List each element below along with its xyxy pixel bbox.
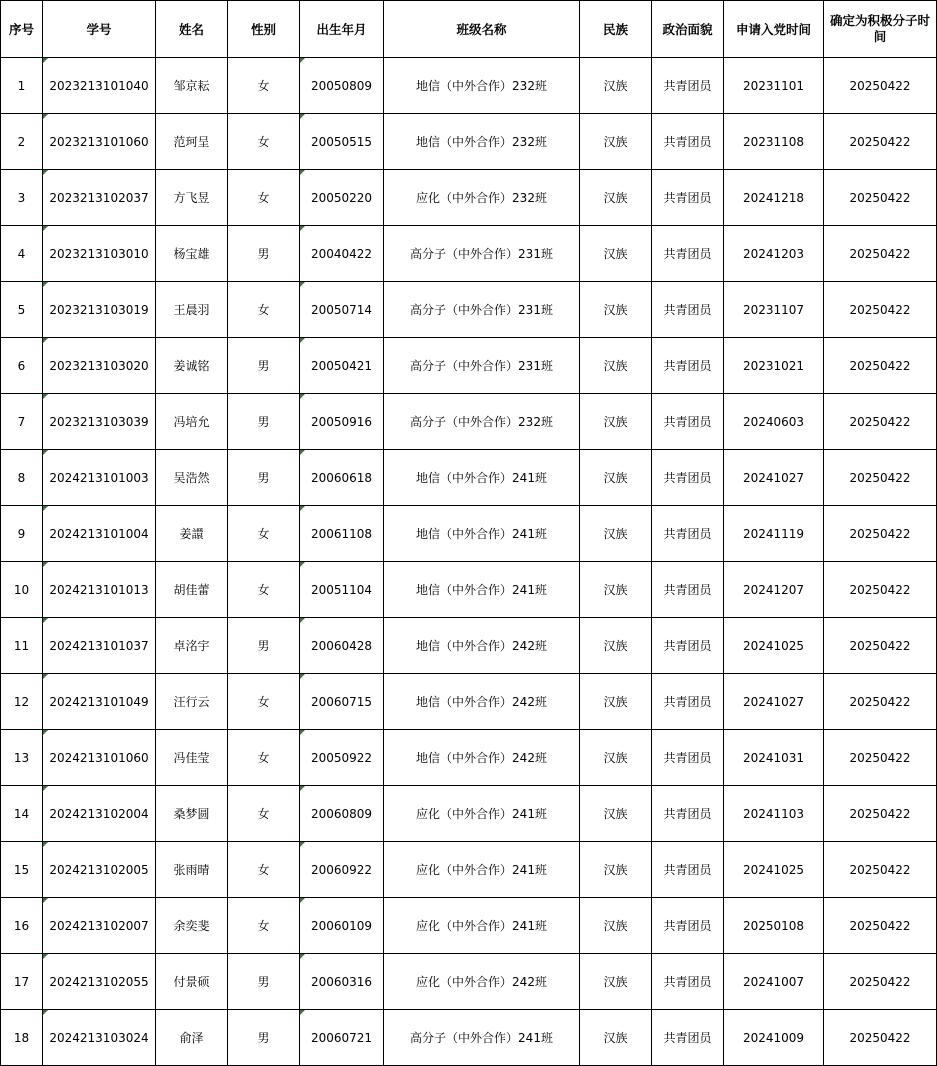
cell-class: 地信（中外合作）241班	[384, 562, 580, 618]
cell-birth: 20060316	[300, 954, 384, 1010]
cell-application-date: 20241009	[724, 1010, 824, 1066]
cell-student-id: 2024213101049	[43, 674, 156, 730]
cell-student-id: 2023213103019	[43, 282, 156, 338]
cell-political-status: 共青团员	[652, 618, 724, 674]
cell-political-status: 共青团员	[652, 506, 724, 562]
cell-birth: 20040422	[300, 226, 384, 282]
cell-application-date: 20241007	[724, 954, 824, 1010]
cell-application-date: 20240603	[724, 394, 824, 450]
cell-birth: 20050421	[300, 338, 384, 394]
cell-ethnicity: 汉族	[580, 450, 652, 506]
header-gender: 性别	[228, 1, 300, 58]
cell-birth: 20050515	[300, 114, 384, 170]
cell-application-date: 20231108	[724, 114, 824, 170]
header-student-id: 学号	[43, 1, 156, 58]
cell-class: 应化（中外合作）242班	[384, 954, 580, 1010]
table-row	[1, 562, 937, 618]
cell-activist-date: 20250422	[824, 282, 937, 338]
cell-gender: 女	[228, 562, 300, 618]
cell-name: 吴浩然	[156, 450, 228, 506]
cell-activist-date: 20250422	[824, 226, 937, 282]
cell-political-status: 共青团员	[652, 674, 724, 730]
header-birth: 出生年月	[300, 1, 384, 58]
cell-ethnicity: 汉族	[580, 58, 652, 114]
header-name: 姓名	[156, 1, 228, 58]
cell-activist-date: 20250422	[824, 58, 937, 114]
cell-birth: 20051104	[300, 562, 384, 618]
cell-application-date: 20241025	[724, 842, 824, 898]
cell-birth: 20061108	[300, 506, 384, 562]
cell-activist-date: 20250422	[824, 730, 937, 786]
cell-ethnicity: 汉族	[580, 338, 652, 394]
cell-student-id: 2024213101003	[43, 450, 156, 506]
cell-name: 冯培允	[156, 394, 228, 450]
cell-name: 汪行云	[156, 674, 228, 730]
cell-class: 地信（中外合作）232班	[384, 58, 580, 114]
cell-application-date: 20241203	[724, 226, 824, 282]
cell-political-status: 共青团员	[652, 786, 724, 842]
cell-seq: 4	[1, 226, 43, 282]
cell-birth: 20050220	[300, 170, 384, 226]
cell-application-date: 20241119	[724, 506, 824, 562]
cell-gender: 男	[228, 1010, 300, 1066]
table-row	[1, 58, 937, 114]
cell-activist-date: 20250422	[824, 506, 937, 562]
table-row	[1, 898, 937, 954]
cell-application-date: 20250108	[724, 898, 824, 954]
cell-gender: 女	[228, 898, 300, 954]
cell-application-date: 20241031	[724, 730, 824, 786]
cell-activist-date: 20250422	[824, 562, 937, 618]
cell-political-status: 共青团员	[652, 730, 724, 786]
cell-ethnicity: 汉族	[580, 786, 652, 842]
cell-student-id: 2024213103024	[43, 1010, 156, 1066]
cell-seq: 11	[1, 618, 43, 674]
cell-birth: 20060428	[300, 618, 384, 674]
cell-ethnicity: 汉族	[580, 842, 652, 898]
table-row	[1, 114, 937, 170]
cell-birth: 20060922	[300, 842, 384, 898]
cell-political-status: 共青团员	[652, 450, 724, 506]
cell-activist-date: 20250422	[824, 114, 937, 170]
cell-name: 桑梦圆	[156, 786, 228, 842]
cell-ethnicity: 汉族	[580, 114, 652, 170]
cell-birth: 20050922	[300, 730, 384, 786]
cell-gender: 女	[228, 786, 300, 842]
cell-birth: 20060809	[300, 786, 384, 842]
header-application-date: 申请入党时间	[724, 1, 824, 58]
cell-name: 姜诚铭	[156, 338, 228, 394]
cell-application-date: 20241207	[724, 562, 824, 618]
cell-political-status: 共青团员	[652, 170, 724, 226]
cell-activist-date: 20250422	[824, 394, 937, 450]
cell-seq: 12	[1, 674, 43, 730]
header-activist-date: 确定为积极分子时间	[824, 1, 937, 58]
cell-class: 地信（中外合作）232班	[384, 114, 580, 170]
cell-name: 付景硕	[156, 954, 228, 1010]
cell-class: 地信（中外合作）241班	[384, 506, 580, 562]
cell-activist-date: 20250422	[824, 1010, 937, 1066]
cell-seq: 17	[1, 954, 43, 1010]
cell-ethnicity: 汉族	[580, 282, 652, 338]
cell-application-date: 20231101	[724, 58, 824, 114]
cell-student-id: 2024213102005	[43, 842, 156, 898]
cell-name: 姜譞	[156, 506, 228, 562]
cell-gender: 男	[228, 226, 300, 282]
cell-class: 高分子（中外合作）231班	[384, 338, 580, 394]
table-row	[1, 1010, 937, 1066]
cell-class: 高分子（中外合作）231班	[384, 282, 580, 338]
cell-name: 方飞昱	[156, 170, 228, 226]
cell-activist-date: 20250422	[824, 170, 937, 226]
cell-ethnicity: 汉族	[580, 898, 652, 954]
header-class: 班级名称	[384, 1, 580, 58]
cell-class: 地信（中外合作）242班	[384, 730, 580, 786]
cell-ethnicity: 汉族	[580, 226, 652, 282]
cell-student-id: 2024213102004	[43, 786, 156, 842]
cell-activist-date: 20250422	[824, 898, 937, 954]
cell-application-date: 20231021	[724, 338, 824, 394]
cell-seq: 10	[1, 562, 43, 618]
table-row	[1, 170, 937, 226]
cell-class: 高分子（中外合作）231班	[384, 226, 580, 282]
cell-class: 地信（中外合作）242班	[384, 674, 580, 730]
cell-student-id: 2024213102055	[43, 954, 156, 1010]
cell-student-id: 2023213101060	[43, 114, 156, 170]
cell-class: 地信（中外合作）241班	[384, 450, 580, 506]
header-seq: 序号	[1, 1, 43, 58]
cell-student-id: 2023213103039	[43, 394, 156, 450]
cell-student-id: 2024213101037	[43, 618, 156, 674]
cell-birth: 20060721	[300, 1010, 384, 1066]
cell-gender: 女	[228, 170, 300, 226]
cell-student-id: 2024213101013	[43, 562, 156, 618]
cell-application-date: 20241025	[724, 618, 824, 674]
cell-political-status: 共青团员	[652, 226, 724, 282]
cell-gender: 女	[228, 842, 300, 898]
cell-political-status: 共青团员	[652, 282, 724, 338]
table-row	[1, 674, 937, 730]
cell-name: 王晨羽	[156, 282, 228, 338]
cell-gender: 男	[228, 394, 300, 450]
table-row	[1, 506, 937, 562]
cell-political-status: 共青团员	[652, 1010, 724, 1066]
cell-gender: 男	[228, 954, 300, 1010]
cell-ethnicity: 汉族	[580, 618, 652, 674]
header-row	[1, 1, 937, 58]
cell-political-status: 共青团员	[652, 394, 724, 450]
table-row	[1, 282, 937, 338]
cell-activist-date: 20250422	[824, 674, 937, 730]
cell-ethnicity: 汉族	[580, 954, 652, 1010]
cell-seq: 16	[1, 898, 43, 954]
cell-seq: 14	[1, 786, 43, 842]
table-row	[1, 226, 937, 282]
cell-student-id: 2023213101040	[43, 58, 156, 114]
cell-seq: 3	[1, 170, 43, 226]
cell-political-status: 共青团员	[652, 842, 724, 898]
cell-class: 应化（中外合作）241班	[384, 898, 580, 954]
cell-application-date: 20241103	[724, 786, 824, 842]
cell-student-id: 2023213103020	[43, 338, 156, 394]
cell-ethnicity: 汉族	[580, 170, 652, 226]
table-row	[1, 394, 937, 450]
table-row	[1, 618, 937, 674]
cell-name: 冯佳莹	[156, 730, 228, 786]
cell-student-id: 2024213102007	[43, 898, 156, 954]
cell-ethnicity: 汉族	[580, 674, 652, 730]
cell-ethnicity: 汉族	[580, 1010, 652, 1066]
cell-seq: 1	[1, 58, 43, 114]
cell-class: 高分子（中外合作）241班	[384, 1010, 580, 1066]
cell-application-date: 20241027	[724, 674, 824, 730]
table-row	[1, 338, 937, 394]
cell-gender: 男	[228, 338, 300, 394]
cell-gender: 男	[228, 450, 300, 506]
cell-birth: 20050916	[300, 394, 384, 450]
cell-ethnicity: 汉族	[580, 562, 652, 618]
cell-seq: 15	[1, 842, 43, 898]
cell-seq: 7	[1, 394, 43, 450]
cell-ethnicity: 汉族	[580, 730, 652, 786]
table-row	[1, 730, 937, 786]
table-row	[1, 954, 937, 1010]
cell-gender: 女	[228, 730, 300, 786]
cell-seq: 2	[1, 114, 43, 170]
cell-seq: 18	[1, 1010, 43, 1066]
table-row	[1, 786, 937, 842]
table-row	[1, 450, 937, 506]
cell-class: 应化（中外合作）241班	[384, 786, 580, 842]
cell-birth: 20050714	[300, 282, 384, 338]
cell-political-status: 共青团员	[652, 954, 724, 1010]
cell-political-status: 共青团员	[652, 114, 724, 170]
header-ethnicity: 民族	[580, 1, 652, 58]
cell-name: 邹京耘	[156, 58, 228, 114]
cell-gender: 女	[228, 58, 300, 114]
cell-name: 俞泽	[156, 1010, 228, 1066]
cell-gender: 男	[228, 618, 300, 674]
table-row	[1, 842, 937, 898]
cell-gender: 女	[228, 282, 300, 338]
cell-class: 地信（中外合作）242班	[384, 618, 580, 674]
cell-class: 应化（中外合作）232班	[384, 170, 580, 226]
cell-name: 胡佳蕾	[156, 562, 228, 618]
cell-gender: 女	[228, 114, 300, 170]
cell-activist-date: 20250422	[824, 954, 937, 1010]
cell-class: 应化（中外合作）241班	[384, 842, 580, 898]
cell-name: 余奕斐	[156, 898, 228, 954]
cell-seq: 6	[1, 338, 43, 394]
cell-ethnicity: 汉族	[580, 394, 652, 450]
cell-ethnicity: 汉族	[580, 506, 652, 562]
cell-application-date: 20241027	[724, 450, 824, 506]
cell-gender: 女	[228, 506, 300, 562]
cell-political-status: 共青团员	[652, 562, 724, 618]
cell-student-id: 2024213101060	[43, 730, 156, 786]
cell-activist-date: 20250422	[824, 618, 937, 674]
cell-application-date: 20231107	[724, 282, 824, 338]
cell-seq: 9	[1, 506, 43, 562]
cell-birth: 20060109	[300, 898, 384, 954]
cell-activist-date: 20250422	[824, 786, 937, 842]
cell-activist-date: 20250422	[824, 842, 937, 898]
cell-activist-date: 20250422	[824, 450, 937, 506]
cell-birth: 20050809	[300, 58, 384, 114]
cell-name: 范珂呈	[156, 114, 228, 170]
cell-political-status: 共青团员	[652, 898, 724, 954]
cell-student-id: 2023213103010	[43, 226, 156, 282]
cell-birth: 20060715	[300, 674, 384, 730]
cell-class: 高分子（中外合作）232班	[384, 394, 580, 450]
cell-seq: 5	[1, 282, 43, 338]
cell-seq: 13	[1, 730, 43, 786]
cell-birth: 20060618	[300, 450, 384, 506]
cell-student-id: 2024213101004	[43, 506, 156, 562]
cell-name: 卓洺宇	[156, 618, 228, 674]
cell-political-status: 共青团员	[652, 58, 724, 114]
cell-activist-date: 20250422	[824, 338, 937, 394]
cell-name: 张雨晴	[156, 842, 228, 898]
cell-political-status: 共青团员	[652, 338, 724, 394]
cell-seq: 8	[1, 450, 43, 506]
header-political-status: 政治面貌	[652, 1, 724, 58]
cell-name: 杨宝雄	[156, 226, 228, 282]
cell-student-id: 2023213102037	[43, 170, 156, 226]
cell-application-date: 20241218	[724, 170, 824, 226]
cell-gender: 女	[228, 674, 300, 730]
